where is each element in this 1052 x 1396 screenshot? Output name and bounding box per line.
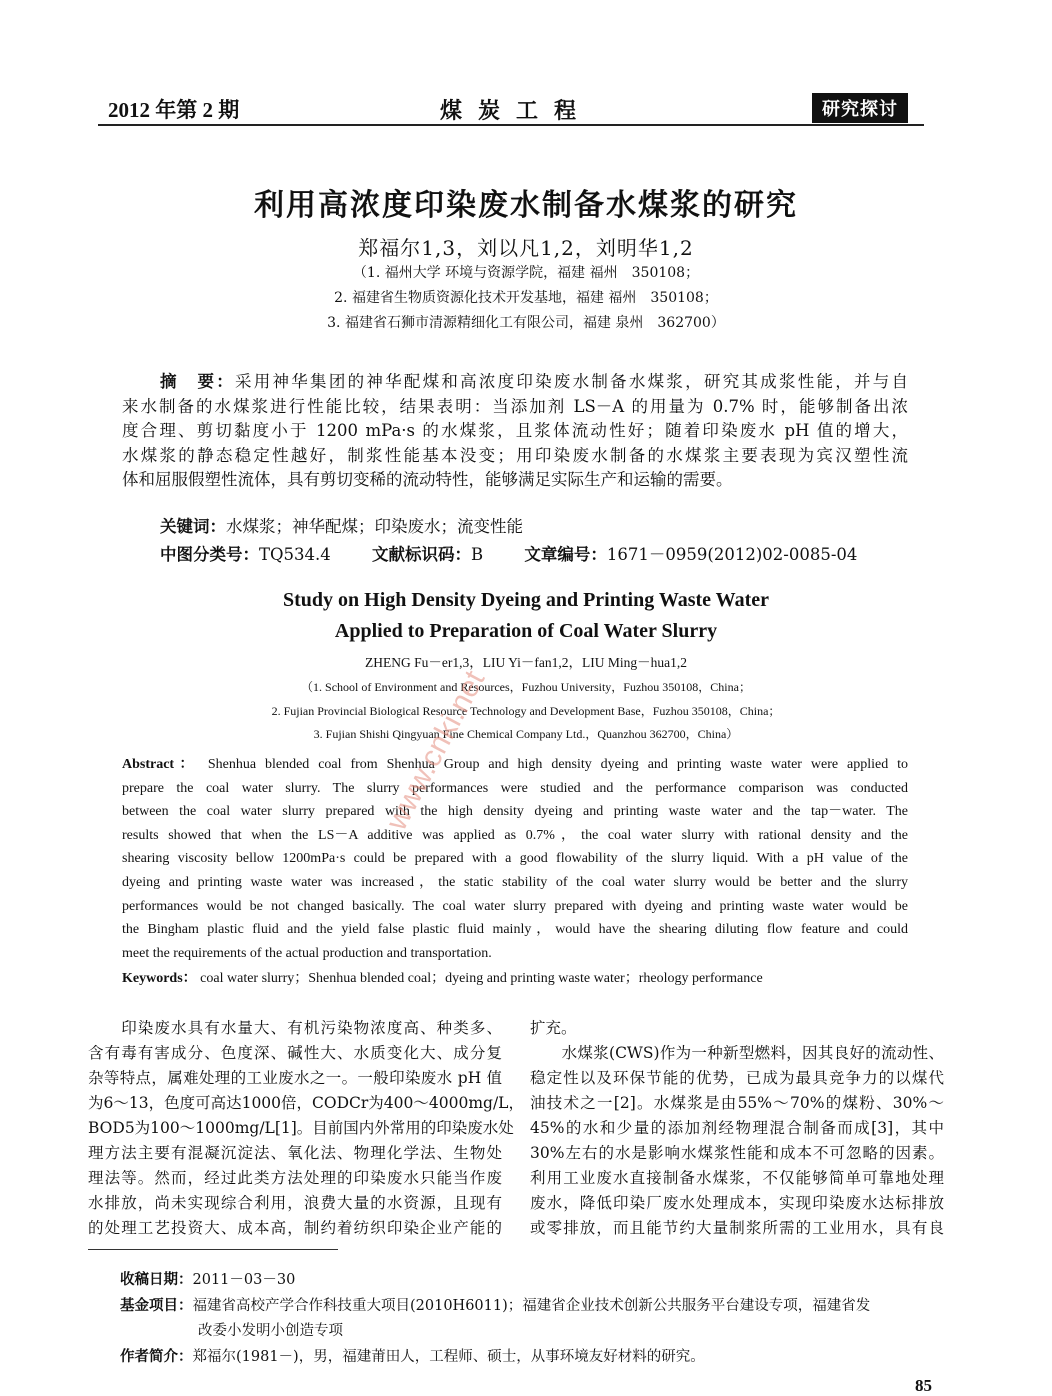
english-affiliation: （1. School of Environment and Resources，Fuzhou University，Fuzhou 350108，China； xyxy=(301,680,751,694)
body-line: BOD5为100～1000mg/L[1]。目前国内外常用的印染废水处 xyxy=(88,1119,514,1137)
page-number: 85 xyxy=(915,1376,932,1395)
body-line: 废水，降低印染厂废水处理成本，实现印染废水达标排放 xyxy=(530,1194,944,1212)
body-line: 或零排放，而且能节约大量制浆所需的工业用水，具有良 xyxy=(530,1219,944,1237)
body-line: 扩充。 xyxy=(530,1019,577,1037)
classification: 中图分类号：TQ534.4 文献标识码：B 文章编号：1671－0959(2012)02-0085-04 xyxy=(160,545,858,564)
abstract-en-line: results showed that when the LS－A additive was applied as 0.7%，the coal water slurry with rational density and the xyxy=(122,827,908,843)
body-column-right xyxy=(530,1016,944,1241)
english-title: Study on High Density Dyeing and Printing Waste Water xyxy=(283,589,769,611)
journal-name: 煤炭工程 xyxy=(440,98,593,124)
abstract-en-line: prepare the coal water slurry. The slurry performances were studied and the performance comparison was conducted xyxy=(122,780,908,796)
abstract-line: 水煤浆的静态稳定性越好，制浆性能基本没变；用印染废水制备的水煤浆主要表现为宾汉塑性流 xyxy=(122,445,908,465)
english-title: Applied to Preparation of Coal Water Slurry xyxy=(334,620,718,642)
body-line: 为6～13，色度可高达1000倍，CODCr为400～4000mg/L， xyxy=(88,1094,524,1112)
english-affiliation: 3. Fujian Shishi Qingyuan Fine Chemical Company Ltd.，Quanzhou 362700，China） xyxy=(313,727,739,741)
header-divider xyxy=(98,124,924,126)
abstract-line: 度合理、剪切黏度小于 1200 mPa·s 的水煤浆，且浆体流动性好；随着印染废水 pH 值的增大， xyxy=(122,421,908,440)
body-line: 30%左右的水是影响水煤浆性能和成本不可忽略的因素。 xyxy=(530,1144,944,1162)
section-badge: 研究探讨 xyxy=(812,93,908,123)
abstract-en-line: dyeing and printing waste water was increased，the static stability of the coal water slurry would be better and the slurry xyxy=(122,874,908,890)
keywords-cn: 关键词：水煤浆；神华配煤；印染废水；流变性能 xyxy=(160,517,523,536)
body-line: 稳定性以及环保节能的优势，已成为最具竞争力的以煤代 xyxy=(530,1069,944,1087)
abstract-line: 来水制备的水煤浆进行性能比较，结果表明：当添加剂 LS－A 的用量为 0.7% 时，能够制备出浓 xyxy=(122,396,908,416)
body-line: 水煤浆(CWS)作为一种新型燃料，因其良好的流动性、 xyxy=(530,1044,944,1062)
abstract-label: 摘 要： xyxy=(160,372,236,391)
abstract-line: 体和屈服假塑性流体，具有剪切变稀的流动特性，能够满足实际生产和运输的需要。 xyxy=(122,470,733,489)
abstract-en: Abstract： Shenhua blended coal from Shenhua Group and high density dyeing and printing waste water were applied to prepare the coal water slurry. The slurry performances were studied and the performance comparison was conducted between the coal water slurry prepared with the high density dyeing and printing waste water and the tap－water. The results showed that when the LS－A additive was applied as 0.7%，the coal water slurry with rational density and the shearing viscosity bellow 1200mPa·s could be prepared with a good flowability of the slurry liquid. With a pH value of the dyeing and printing waste water was increased，the static stability of the coal water slurry would be better and the slurry performances would be not changed basically. The coal water slurry prepared with dyeing and printing waste water would be the Bingham plastic fluid and the yield false plastic fluid mainly，would have the shearing diluting flow feature and could meet the requirements of the actual production and transportation. xyxy=(122,753,908,965)
abstract-en-label: Abstract： xyxy=(122,757,199,772)
fund-info-cont: 改委小发明小创造专项 xyxy=(198,1323,343,1339)
body-line: 利用工业废水直接制备水煤浆，不仅能够简单可靠地处理 xyxy=(530,1169,944,1187)
english-authors: ZHENG Fu－er1,3，LIU Yi－fan1,2，LIU Ming－hua1,2 xyxy=(365,655,687,670)
body-line: 理方法主要有混凝沉淀法、氧化法、物理化学法、生物处 xyxy=(88,1144,502,1162)
body-column-left xyxy=(88,1016,524,1241)
abstract-en-line: between the coal water slurry prepared with the high density dyeing and printing waste water and the tap－water. The xyxy=(122,804,908,820)
received-date: 收稿日期：2011－03－30 xyxy=(120,1271,296,1288)
body-line: 印染废水具有水量大、有机污染物浓度高、种类多、 xyxy=(88,1019,502,1037)
abstract-line: 采用神华集团的神华配煤和高浓度印染废水制备水煤浆，研究其成浆性能，并与自 xyxy=(235,372,909,391)
affiliation: （1. 福州大学 环境与资源学院，福建 福州 350108； xyxy=(352,265,700,281)
footnote-divider xyxy=(88,1249,338,1250)
english-affiliation: 2. Fujian Provincial Biological Resource Technology and Development Base，Fuzhou 350108，China； xyxy=(271,704,781,718)
watermark: www.cnki.net xyxy=(380,665,492,836)
keywords-en: Keywords： coal water slurry；Shenhua blended coal；dyeing and printing waste water；rheology performance xyxy=(122,971,763,986)
body-line: 杂等特点，属难处理的工业废水之一。一般印染废水 pH 值 xyxy=(88,1069,502,1087)
affiliation: 3. 福建省石狮市清源精细化工有限公司，福建 泉州 362700） xyxy=(327,315,725,331)
body-line: 的处理工艺投资大、成本高，制约着纺织印染企业产能的 xyxy=(88,1219,502,1237)
abstract-en-line: the Bingham plastic fluid and the yield false plastic fluid mainly，would have the shearing diluting flow feature and could xyxy=(122,922,908,938)
authors: 郑福尔1,3，刘以凡1,2，刘明华1,2 xyxy=(358,236,694,260)
issue-label: 2012 年第 2 期 xyxy=(108,98,240,122)
fund-info: 基金项目：福建省高校产学合作科技重大项目(2010H6011)；福建省企业技术创新公共服务平台建设专项，福建省发 xyxy=(120,1297,871,1314)
abstract-en-line: performances would be not changed basically. The coal water slurry prepared with dyeing and printing waste water would be xyxy=(122,898,908,914)
body-line: 理法等。然而，经过此类方法处理的印染废水只能当作废 xyxy=(88,1169,502,1187)
body-line: 油技术之一[2]。水煤浆是由55%～70%的煤粉、30%～ xyxy=(530,1094,944,1112)
body-line: 含有毒有害成分、色度深、碱性大、水质变化大、成分复 xyxy=(88,1044,502,1062)
paper-title: 利用高浓度印染废水制备水煤浆的研究 xyxy=(254,188,798,223)
body-line: 45%的水和少量的添加剂经物理混合制备而成[3]，其中 xyxy=(530,1119,944,1137)
abstract-en-line: shearing viscosity bellow 1200mPa·s could be prepared with a good flowability of the slurry liquid. With a pH value of the xyxy=(122,851,908,867)
body-line: 水排放，尚未实现综合利用，浪费大量的水资源，且现有 xyxy=(88,1194,502,1212)
abstract-cn xyxy=(122,370,908,493)
affiliation: 2. 福建省生物质资源化技术开发基地，福建 福州 350108； xyxy=(334,290,718,306)
author-bio: 作者简介：郑福尔(1981－)，男，福建莆田人，工程师、硕士，从事环境友好材料的研究。 xyxy=(120,1348,705,1365)
abstract-en-line: meet the requirements of the actual production and transportation. xyxy=(122,945,492,961)
